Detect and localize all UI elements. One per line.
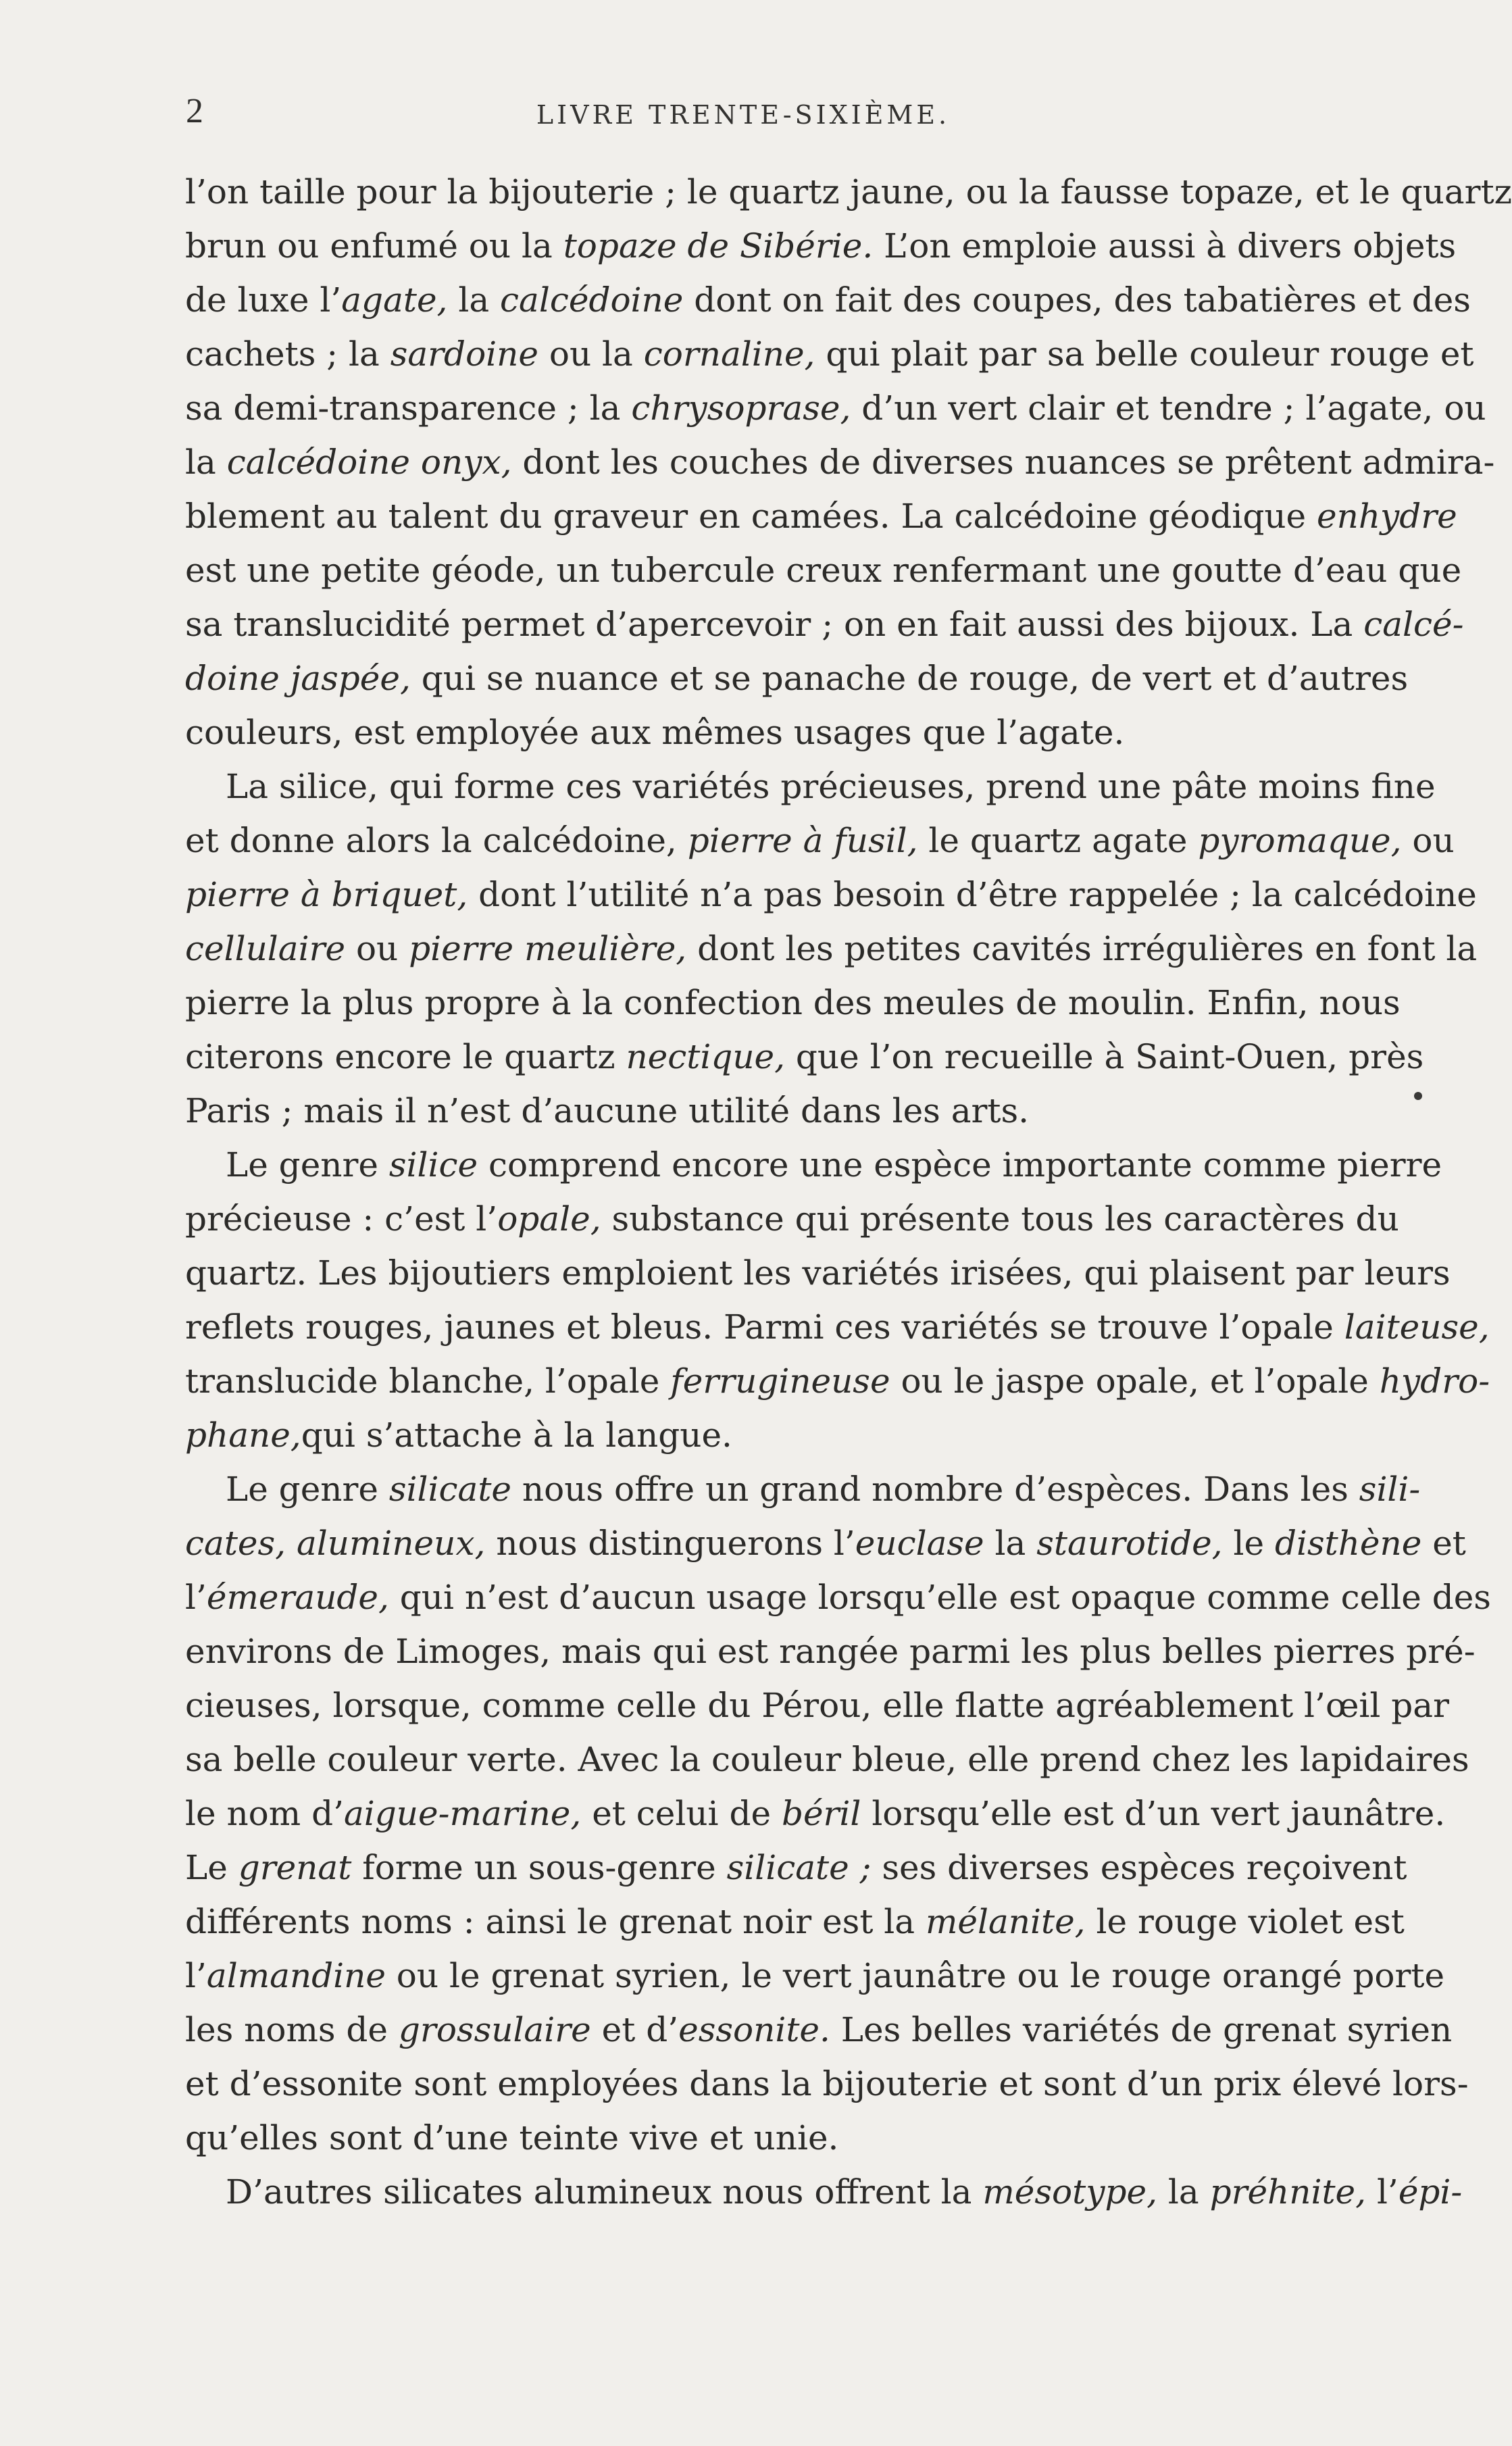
italic-term: phane, [185,1416,301,1455]
text-line [185,1462,1421,1516]
text-segment: brun ou enfumé ou la [185,226,563,266]
text-segment: quartz. Les bijoutiers emploient les variétés irisées, qui plaisent par leurs [185,1253,1451,1293]
text-segment: ou la [538,334,644,374]
text-segment: substance qui présente tous les caractères du [601,1199,1399,1239]
text-segment: précieuse : c’est l’ [185,1199,498,1239]
italic-term: euclase [855,1524,984,1563]
italic-term: grossulaire [398,2010,591,2049]
italic-term: laiteuse, [1344,1307,1490,1347]
text-segment: ou [345,929,409,968]
text-segment: le nom d’ [185,1794,344,1833]
text-segment: ou le jaspe opale, et l’opale [890,1362,1380,1401]
text-line [185,2057,1469,2111]
text-segment: qui n’est d’aucun usage lorsqu’elle est opaque comme celle des [388,1578,1491,1617]
text-segment: reflets rouges, jaunes et bleus. Parmi ces variétés se trouve l’opale [185,1307,1344,1347]
text-segment: Le genre [226,1145,389,1184]
text-segment: le [1222,1524,1275,1563]
italic-term: pierre meulière, [409,929,687,968]
text-segment: dont l’utilité n’a pas besoin d’être rappelée ; la calcédoine [468,875,1477,914]
italic-term: disthène [1274,1524,1422,1563]
italic-term: silicate ; [726,1848,872,1887]
italic-term: essonite. [678,2010,830,2049]
text-segment: Le [185,1848,238,1887]
text-segment: ou [1401,821,1455,860]
text-segment: et celui de [581,1794,782,1833]
text-line [185,1895,1405,1949]
text-line [185,1841,1407,1895]
text-segment: sa translucidité permet d’apercevoir ; on en fait aussi des bijoux. La [185,605,1364,644]
text-segment: L’on emploie aussi à divers objets [873,226,1457,266]
text-segment: ses diverses espèces reçoivent [871,1848,1407,1887]
text-segment: dont les petites cavités irrégulières en font la [686,929,1478,968]
text-segment: et d’essonite sont employées dans la bijouterie et sont d’un prix élevé lors- [185,2064,1469,2103]
italic-term: épi- [1398,2172,1463,2212]
italic-term: enhydre [1317,497,1457,536]
italic-term: agate, [341,280,448,320]
text-segment: dont les couches de diverses nuances se prêtent admira- [511,443,1495,482]
italic-term: topaze de Sibérie. [563,226,874,266]
text-line [185,1030,1424,1084]
text-segment: qu’elles sont d’une teinte vive et unie. [185,2118,839,2157]
italic-term: aigue-marine, [344,1794,582,1833]
text-segment: l’ [1366,2172,1398,2212]
text-line [185,1084,1361,1138]
text-line [185,1570,1491,1624]
italic-term: cates, alumineux, [185,1524,486,1563]
text-segment: sa belle couleur verte. Avec la couleur bleue, elle prend chez les lapidaires [185,1740,1469,1779]
body-text [185,165,1512,2219]
text-segment: l’on taille pour la bijouterie ; le quartz jaune, ou la fausse topaze, et le quartz [185,172,1512,211]
text-segment: D’autres silicates alumineux nous offrent la [226,2172,983,2212]
text-segment: que l’on recueille à Saint-Ouen, près [785,1037,1424,1076]
text-line [185,705,1361,759]
italic-term: pierre à fusil, [687,821,918,860]
text-segment: Les belles variétés de grenat syrien [830,2010,1453,2049]
italic-term: pyromaque, [1198,821,1402,860]
italic-term: sili- [1359,1470,1421,1509]
text-segment: la [1157,2172,1210,2212]
text-line [185,381,1486,435]
text-segment: translucide blanche, l’opale [185,1362,671,1401]
text-line [185,814,1455,868]
margin-mark [1414,1092,1422,1100]
text-line [185,2111,1361,2165]
text-line [185,165,1512,219]
italic-term: hydro- [1379,1362,1490,1401]
text-line [185,976,1401,1030]
text-segment: la [185,443,227,482]
text-line [185,1192,1399,1246]
text-segment: et donne alors la calcédoine, [185,821,688,860]
text-segment: cieuses, lorsque, comme celle du Pérou, elle flatte agréablement l’œil par [185,1686,1449,1725]
text-segment: et [1421,1524,1466,1563]
italic-term: staurotide, [1036,1524,1223,1563]
text-segment: d’un vert clair et tendre ; l’agate, ou [851,389,1486,428]
italic-term: calcédoine onyx, [226,443,512,482]
text-line [185,1732,1469,1787]
text-segment: de luxe l’ [185,280,342,320]
text-line [185,2003,1453,2057]
text-segment: couleurs, est employée aux mêmes usages que l’agate. [185,713,1125,752]
text-segment: le rouge violet est [1085,1902,1405,1941]
text-segment: forme un sous-genre [351,1848,727,1887]
text-line [185,597,1464,651]
text-segment: nous offre un grand nombre d’espèces. Dans les [511,1470,1359,1509]
italic-term: préhnite, [1209,2172,1367,2212]
italic-term: mélanite, [926,1902,1086,1941]
text-segment: qui plait par sa belle couleur rouge et [815,334,1474,374]
text-line [185,1138,1442,1192]
text-line [185,273,1471,327]
italic-term: doine jaspée, [185,659,411,698]
text-segment: est une petite géode, un tubercule creux renfermant une goutte d’eau que [185,551,1462,590]
italic-term: chrysoprase, [631,389,851,428]
text-line [185,1300,1490,1354]
text-line [185,1678,1449,1732]
text-line [185,435,1495,489]
italic-term: pierre à briquet, [185,875,468,914]
text-segment: qui se nuance et se panache de rouge, de vert et d’autres [410,659,1409,698]
text-segment: différents noms : ainsi le grenat noir est la [185,1902,926,1941]
text-line [185,2165,1463,2219]
text-segment: citerons encore le quartz [185,1037,626,1076]
text-line [185,922,1478,976]
text-line [185,489,1457,543]
text-line [185,219,1457,273]
text-segment: nous distinguerons l’ [485,1524,855,1563]
text-line [185,1624,1476,1678]
italic-term: cornaline, [643,334,815,374]
text-segment: qui s’attache à la langue. [301,1416,732,1455]
italic-term: nectique, [626,1037,786,1076]
text-line [185,1408,1361,1462]
text-line [185,327,1474,381]
italic-term: émeraude, [206,1578,389,1617]
italic-term: cellulaire [185,929,346,968]
text-line [185,1787,1446,1841]
italic-term: grenat [238,1848,352,1887]
text-segment: et d’ [590,2010,679,2049]
text-line [185,759,1436,814]
text-line [185,1949,1445,2003]
text-line [185,868,1477,922]
text-segment: comprend encore une espèce importante comme pierre [478,1145,1442,1184]
italic-term: ferrugineuse [670,1362,890,1401]
text-segment: la [447,280,501,320]
italic-term: sardoine [390,334,538,374]
text-segment: la [984,1524,1037,1563]
italic-term: béril [781,1794,861,1833]
text-line [185,1246,1451,1300]
running-head: LIVRE TRENTE-SIXIÈME. [536,100,951,130]
text-line [185,1354,1490,1408]
text-segment: pierre la plus propre à la confection des meules de moulin. Enfin, nous [185,983,1401,1022]
italic-term: calcé- [1363,605,1464,644]
italic-term: opale, [497,1199,601,1239]
text-segment: dont on fait des coupes, des tabatières et des [683,280,1471,320]
text-line [185,543,1462,597]
text-segment: l’ [185,1956,207,1995]
italic-term: mésotype, [982,2172,1157,2212]
italic-term: silice [388,1145,478,1184]
italic-term: silicate [388,1470,512,1509]
text-segment: ou le grenat syrien, le vert jaunâtre ou le rouge orangé porte [385,1956,1445,1995]
text-segment: le quartz agate [917,821,1199,860]
text-segment: La silice, qui forme ces variétés précieuses, prend une pâte moins fine [226,767,1436,806]
text-segment: environs de Limoges, mais qui est rangée parmi les plus belles pierres pré- [185,1632,1476,1671]
text-segment: cachets ; la [185,334,390,374]
text-segment: Paris ; mais il n’est d’aucune utilité dans les arts. [185,1091,1030,1130]
page-number: 2 [186,92,203,130]
text-segment: les noms de [185,2010,399,2049]
text-line [185,651,1409,705]
text-line [185,1516,1466,1570]
text-segment: Le genre [226,1470,389,1509]
text-segment: lorsqu’elle est d’un vert jaunâtre. [861,1794,1446,1833]
italic-term: almandine [206,1956,386,1995]
text-segment: sa demi-transparence ; la [185,389,632,428]
text-segment: blement au talent du graveur en camées. La calcédoine géodique [185,497,1317,536]
text-segment: l’ [185,1578,207,1617]
italic-term: calcédoine [500,280,684,320]
